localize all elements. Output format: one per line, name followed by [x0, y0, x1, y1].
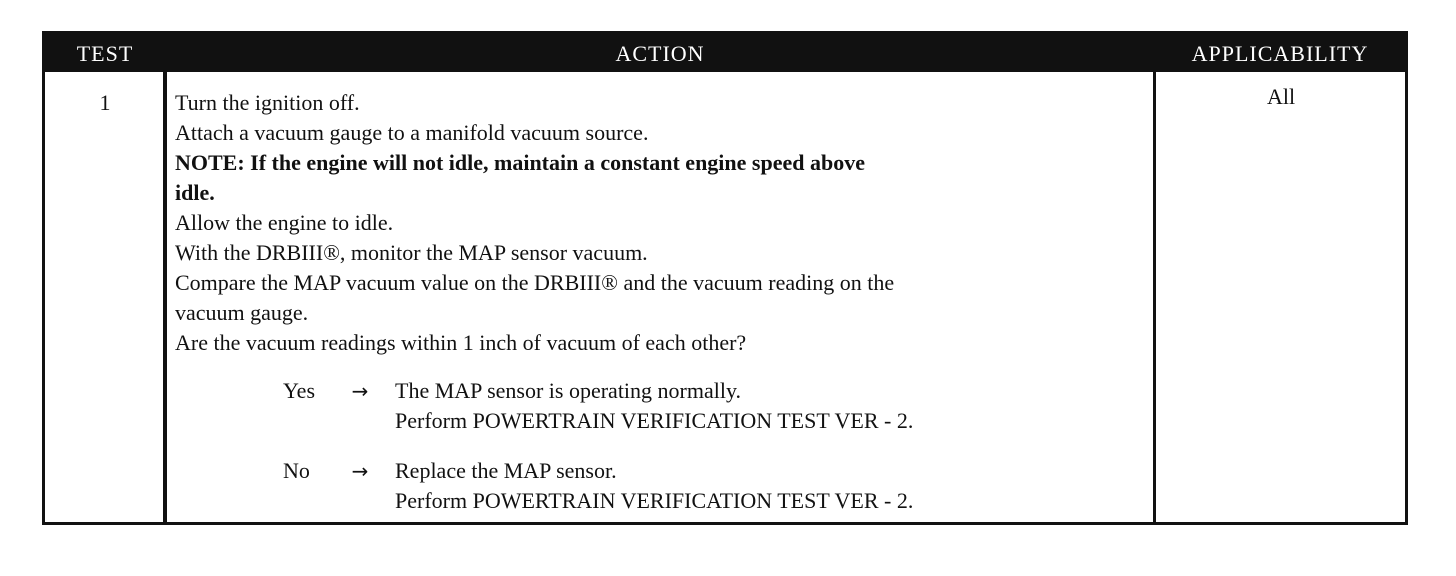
applicability-cell: All: [1266, 84, 1296, 109]
outcome-line: Perform POWERTRAIN VERIFICATION TEST VER - 2.: [395, 408, 914, 433]
action-step: Compare the MAP vacuum value on the DRBIII® and the vacuum reading on the: [175, 270, 895, 295]
table-header-row: [45, 34, 1405, 72]
outcome-label: Yes: [283, 378, 316, 403]
header-test: TEST: [76, 41, 134, 66]
test-procedure-table: [42, 31, 1408, 525]
outcome-no: [283, 456, 1103, 516]
action-step: Allow the engine to idle.: [175, 210, 394, 235]
right-arrow-icon: →: [351, 459, 369, 483]
action-step-continued: vacuum gauge.: [175, 300, 309, 325]
action-note-continued: idle.: [175, 180, 215, 205]
action-question: Are the vacuum readings within 1 inch of vacuum of each other?: [175, 330, 747, 355]
action-note: NOTE: If the engine will not idle, maintain a constant engine speed above: [175, 150, 865, 175]
action-step: Attach a vacuum gauge to a manifold vacuum source.: [175, 120, 649, 145]
outcome-line: Perform POWERTRAIN VERIFICATION TEST VER - 2.: [395, 488, 914, 513]
outcome-instructions: [395, 376, 1095, 436]
header-action: ACTION: [615, 41, 705, 66]
column-divider-action-applicability: [1153, 72, 1156, 522]
header-applicability: APPLICABILITY: [1191, 41, 1369, 66]
outcome-yes: [283, 376, 1103, 436]
right-arrow-icon: →: [351, 379, 369, 403]
action-cell: [175, 88, 1147, 358]
column-divider-test-action: [163, 72, 167, 522]
test-number-cell: 1: [99, 90, 111, 115]
outcome-line: The MAP sensor is operating normally.: [395, 378, 742, 403]
outcome-label: No: [283, 458, 310, 483]
outcomes-list: [283, 376, 1103, 536]
outcome-instructions: [395, 456, 1095, 516]
action-step: With the DRBIII®, monitor the MAP sensor vacuum.: [175, 240, 648, 265]
outcome-line: Replace the MAP sensor.: [395, 458, 617, 483]
action-step: Turn the ignition off.: [175, 90, 360, 115]
